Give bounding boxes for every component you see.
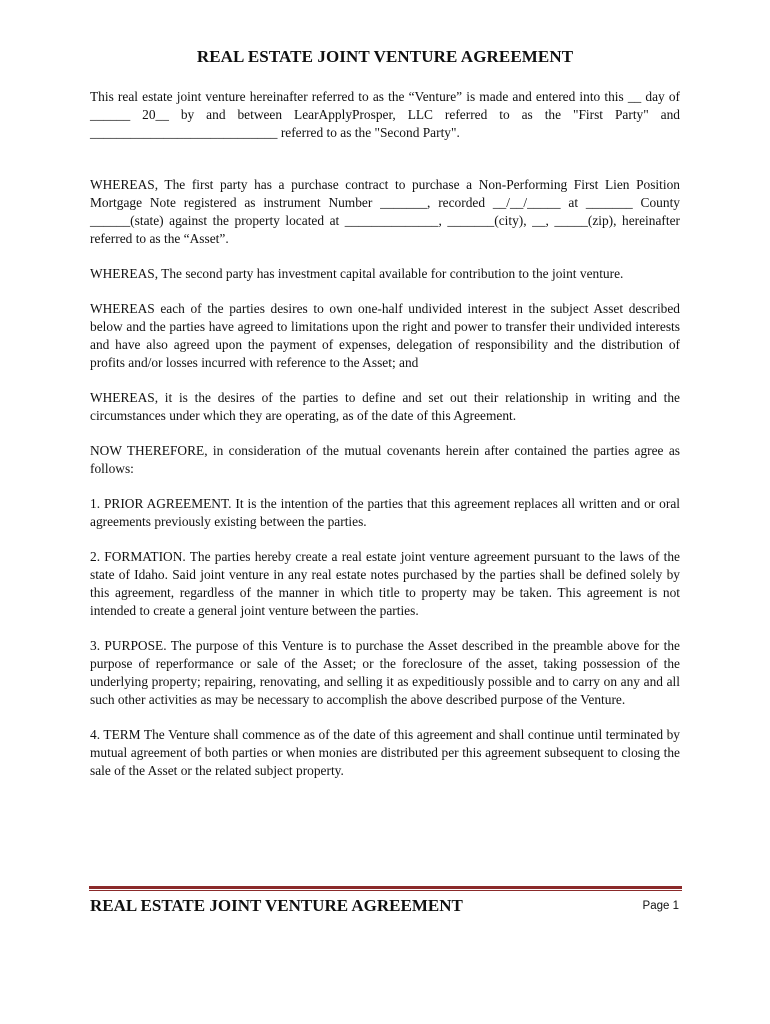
paragraph-now-therefore: NOW THEREFORE, in consideration of the mutual covenants herein after contained the parties agree as follows: — [90, 443, 680, 476]
document-body — [90, 88, 680, 797]
paragraph-whereas-first-party: WHEREAS, The first party has a purchase contract to purchase a Non-Performing First Lien Position Mortgage Note registered as instrument Number _______, recorded __/__/_____ at _______ County ______(state) against the property located at ______________, _______(city), __, _____(zip), hereinafter referred to as the “Asset”. — [90, 177, 680, 246]
paragraph-whereas-relationship: WHEREAS, it is the desires of the parties to define and set out their relationship in writing and the circumstances under which they are operating, as of the date of this Agreement. — [90, 390, 680, 423]
paragraph-whereas-second-party: WHEREAS, The second party has investment capital available for contribution to the joint venture. — [90, 266, 624, 281]
paragraph-term: 4. TERM The Venture shall commence as of the date of this agreement and shall continue until terminated by mutual agreement of both parties or when monies are distributed per this agreement subsequent to closing the sale of the Asset or the related subject property. — [90, 727, 680, 778]
page-number: Page 1 — [642, 900, 679, 912]
footer-divider — [89, 886, 682, 892]
paragraph-purpose: 3. PURPOSE. The purpose of this Venture is to purchase the Asset described in the preamble above for the purpose of reperformance or sale of the Asset; or the foreclosure of the asset, taking possession of the underlying property; repairing, renovating, and selling it as expeditiously possible and to carry on any and all such other activities as may be necessary to accomplish the above described purpose of the Venture. — [90, 638, 680, 707]
paragraph-preamble: This real estate joint venture hereinafter referred to as the “Venture” is made and entered into this __ day of ______ 20__ by and between LearApplyProsper, LLC referred to as the "First Party" and ____________________________ referred to as the "Second Party". — [90, 89, 680, 140]
document-title: REAL ESTATE JOINT VENTURE AGREEMENT — [196, 47, 574, 66]
paragraph-whereas-undivided-interest: WHEREAS each of the parties desires to own one-half undivided interest in the subject Asset described below and the parties have agreed to limitations upon the right and power to transfer their undivided interests and have also agreed upon the payment of expenses, delegation of responsibility and the distribution of profits and/or losses incurred with reference to the Asset; and — [90, 301, 680, 370]
paragraph-prior-agreement: 1. PRIOR AGREEMENT. It is the intention of the parties that this agreement replaces all written and or oral agreements previously existing between the parties. — [90, 496, 680, 529]
paragraph-formation: 2. FORMATION. The parties hereby create a real estate joint venture agreement pursuant to the laws of the state of Idaho. Said joint venture in any real estate notes purchased by the parties shall be defined solely by this agreement, regardless of the manner in which title to property may be taken. This agreement is not intended to create a general joint venture between the parties. — [90, 549, 680, 618]
footer-title: REAL ESTATE JOINT VENTURE AGREEMENT — [90, 896, 463, 915]
